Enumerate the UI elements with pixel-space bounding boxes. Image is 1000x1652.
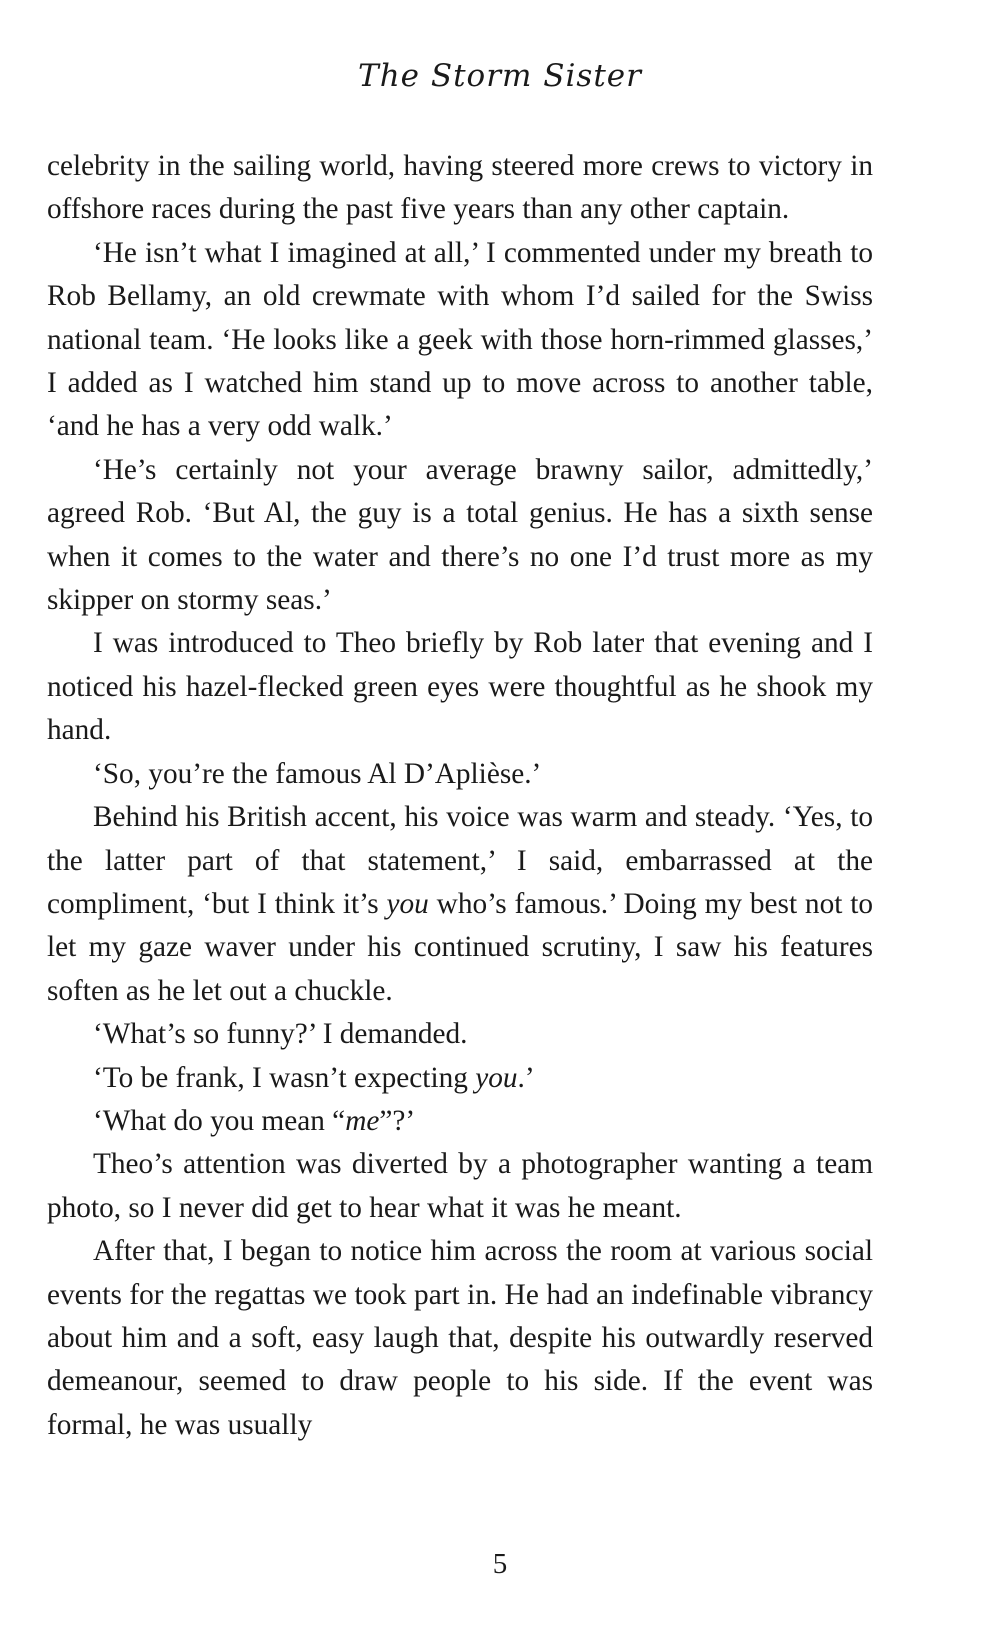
paragraph [47, 145, 873, 232]
text-segment: Theo’s attention was diverted by a photographer wanting a team photo, so I never did get to hear what it was he meant. [47, 1148, 873, 1224]
italic-text: you [386, 887, 429, 920]
body-text [47, 145, 873, 1447]
running-head: The Storm Sister [358, 58, 642, 94]
paragraph [47, 1057, 873, 1100]
italic-text: you [475, 1061, 518, 1094]
page-number: 5 [492, 1548, 508, 1580]
text-segment: ‘What’s so funny?’ I demanded. [93, 1018, 468, 1051]
text-segment: ‘So, you’re the famous Al D’Aplièse.’ [93, 757, 542, 790]
text-segment: ‘What do you mean “ [93, 1104, 346, 1137]
text-segment: .’ [517, 1061, 535, 1094]
text-segment: celebrity in the sailing world, having steered more crews to victory in offshore races during the past five years than any other captain. [47, 150, 873, 226]
paragraph [47, 1143, 873, 1230]
text-segment: ‘He’s certainly not your average brawny sailor, admittedly,’ agreed Rob. ‘But Al, the guy is a total genius. He has a sixth sense when it comes to the water and there’s no one I’d trust more as my skipper on stormy seas.’ [47, 453, 873, 617]
italic-text: me [345, 1104, 380, 1137]
text-segment: ‘He isn’t what I imagined at all,’ I commented under my breath to Rob Bellamy, an old crewmate with whom I’d sailed for the Swiss national team. ‘He looks like a geek with those horn-rimmed glasses,’ I added as I watched him stand up to move across to another table, ‘and he has a very odd walk.’ [47, 236, 873, 443]
paragraph [47, 1013, 873, 1056]
text-segment: ‘To be frank, I wasn’t expecting [93, 1061, 476, 1094]
paragraph [47, 622, 873, 752]
paragraph [47, 232, 873, 449]
text-segment: ”?’ [379, 1104, 416, 1137]
paragraph [47, 796, 873, 1013]
text-segment: After that, I began to notice him across the room at various social events for the regattas we took part in. He had an indefinable vibrancy about him and a soft, easy laugh that, despite his outwardly reserved demeanour, seemed to draw people to his side. If the event was formal, he was usually [47, 1235, 873, 1441]
text-segment: who’s famous.’ Doing my best not to let my gaze waver under his continued scrutiny, I saw his features soften as he let out a chuckle. [47, 887, 874, 1007]
text-segment: I was introduced to Theo briefly by Rob later that evening and I noticed his hazel-flecked green eyes were thoughtful as he shook my hand. [47, 627, 873, 747]
paragraph [47, 753, 873, 796]
paragraph [47, 449, 873, 623]
text-segment: Behind his British accent, his voice was warm and steady. ‘Yes, to the latter part of that statement,’ I said, embarrassed at the compliment, ‘but I think it’s [47, 801, 873, 920]
paragraph [47, 1230, 873, 1447]
paragraph [47, 1100, 873, 1143]
